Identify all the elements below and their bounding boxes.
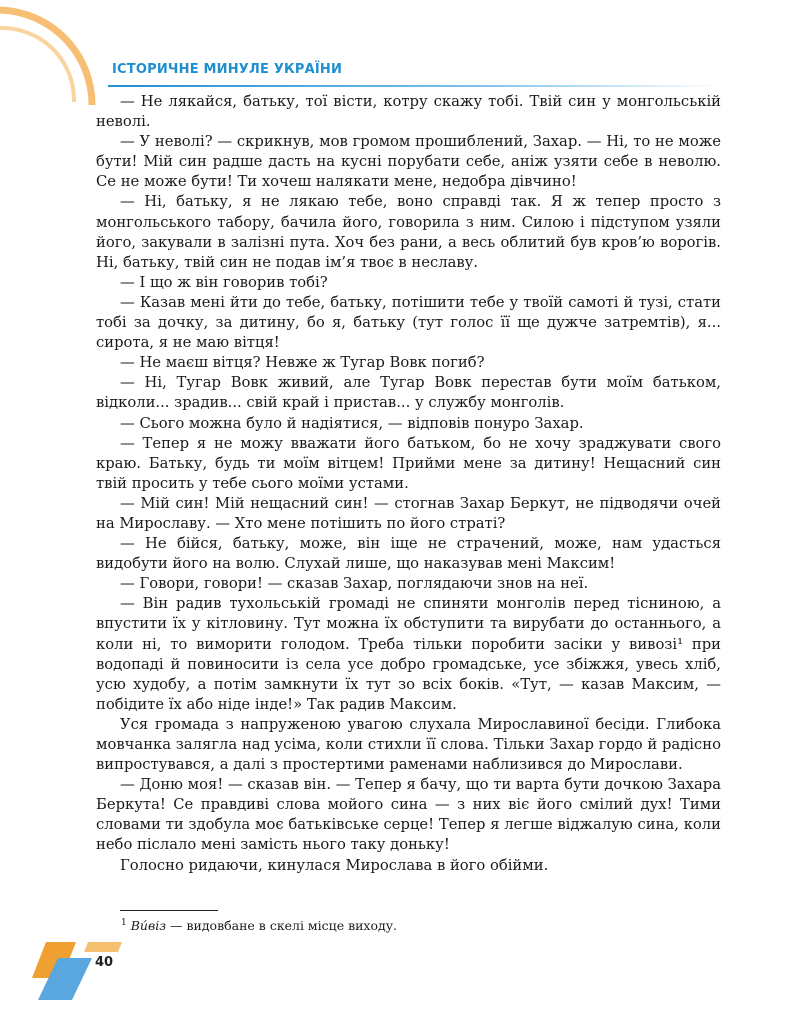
- section-title: ІСТОРИЧНЕ МИНУЛЕ УКРАЇНИ: [112, 62, 343, 77]
- paragraph: — Не бійся, батьку, може, він іще не страчений, може, нам удасться видобути його на волю. Слухай лише, що наказував мені Максим!: [96, 535, 721, 573]
- paragraph: — Казав мені йти до тебе, батьку, потішити тебе у твоїй самоті й тузі, стати тобі за дочку, за дитину, бо я, батьку (тут голос її ще дужче затремтів), я... сирота, я не маю вітця!: [96, 293, 721, 352]
- paragraph: — І що ж він говорив тобі?: [120, 273, 328, 291]
- footnote: [121, 915, 397, 934]
- footnote-rule: [120, 910, 218, 911]
- paragraph: — Доню моя! — сказав він. — Тепер я бачу, що ти варта бути дочкою Захара Беркута! Се правдиві слова мойого сина — з них віє його смілий дух! Тими словами ти здобула моє батьківське серце! Тепер я легше віджалую сина, коли небо післало мені замість нього таку доньку!: [96, 776, 721, 854]
- header-divider: [108, 85, 720, 87]
- paragraph: — Тепер я не можу вважати його батьком, бо не хочу зраджувати свого краю. Батьку, будь ти моїм вітцем! Прийми мене за дитину! Нещасний син твій просить у тебе сього моїми устами.: [96, 434, 721, 492]
- paragraph: — Ні, Тугар Вовк живий, але Тугар Вовк перестав бути моїм батьком, відколи... зрадив... свій край і пристав... у службу монголів.: [96, 374, 721, 412]
- paragraph: — У неволі? — скрикнув, мов громом прошиблений, Захар. — Ні, то не може бути! Мій син радше дасть на кусні порубати себе, аніж узяти себе в неволю. Се не може бути! Ти хочеш налякати мене, недобра дівчино!: [96, 133, 721, 191]
- footnote-marker: 1: [121, 918, 127, 928]
- paragraph: — Ні, батьку, я не лякаю тебе, воно справді так. Я ж тепер просто з монгольського табору, бачила його, говорила з ним. Силою і підступом узяли його, закували в залізні пута. Хоч без рани, а весь облитий був кров’ю ворогів. Ні, батьку, твій син не подав ім’я твоє в неславу.: [96, 193, 721, 271]
- paragraph: — Не маєш вітця? Невже ж Тугар Вовк погиб?: [120, 354, 485, 372]
- footnote-definition: — видовбане в скелі місце виходу.: [166, 918, 398, 934]
- main-text: [96, 92, 721, 876]
- paragraph: — Не лякайся, батьку, тої вісти, котру скажу тобі. Твій син у монгольській неволі.: [96, 93, 721, 131]
- paragraph: Голосно ридаючи, кинулася Мирослава в його обійми.: [120, 856, 549, 874]
- orange-stripe-small: [84, 942, 122, 952]
- paragraph: — Він радив тухольській громаді не спиняти монголів перед тісниною, а впустити їх у кітловину. Тут можна їх обступити та вирубати до останнього, а коли ні, то виморити голодом. Треба тільки поробити засіки у вивозі¹ при водопаді й повиносити із села усе добро громадське, усе збіжжя, увесь хліб, усю худобу, а потім замкнути їх тут зо всіх боків. «Тут, — казав Максим, — побідите їх або ніде інде!» Так радив Максим.: [96, 595, 721, 713]
- footnote-term: Ви́віз: [130, 918, 167, 934]
- paragraph: — Говори, говори! — сказав Захар, поглядаючи знов на неї.: [120, 575, 589, 593]
- paragraph: — Сього можна було й надіятися, — відповів понуро Захар.: [120, 414, 584, 432]
- orange-arc-outer: [0, 10, 92, 105]
- paragraph: Уся громада з напруженою увагою слухала Мирославиної бесіди. Глибока мовчанка залягла над усіма, коли стихли її слова. Тільки Захар гордо й радісно випростувався, а далі з простертими раменами наблизився до Мирослави.: [96, 715, 721, 774]
- paragraph: — Мій син! Мій нещасний син! — стогнав Захар Беркут, не підводячи очей на Мирославу. — Хто мене потішить по його страті?: [96, 494, 721, 532]
- page-number: 40: [95, 955, 114, 970]
